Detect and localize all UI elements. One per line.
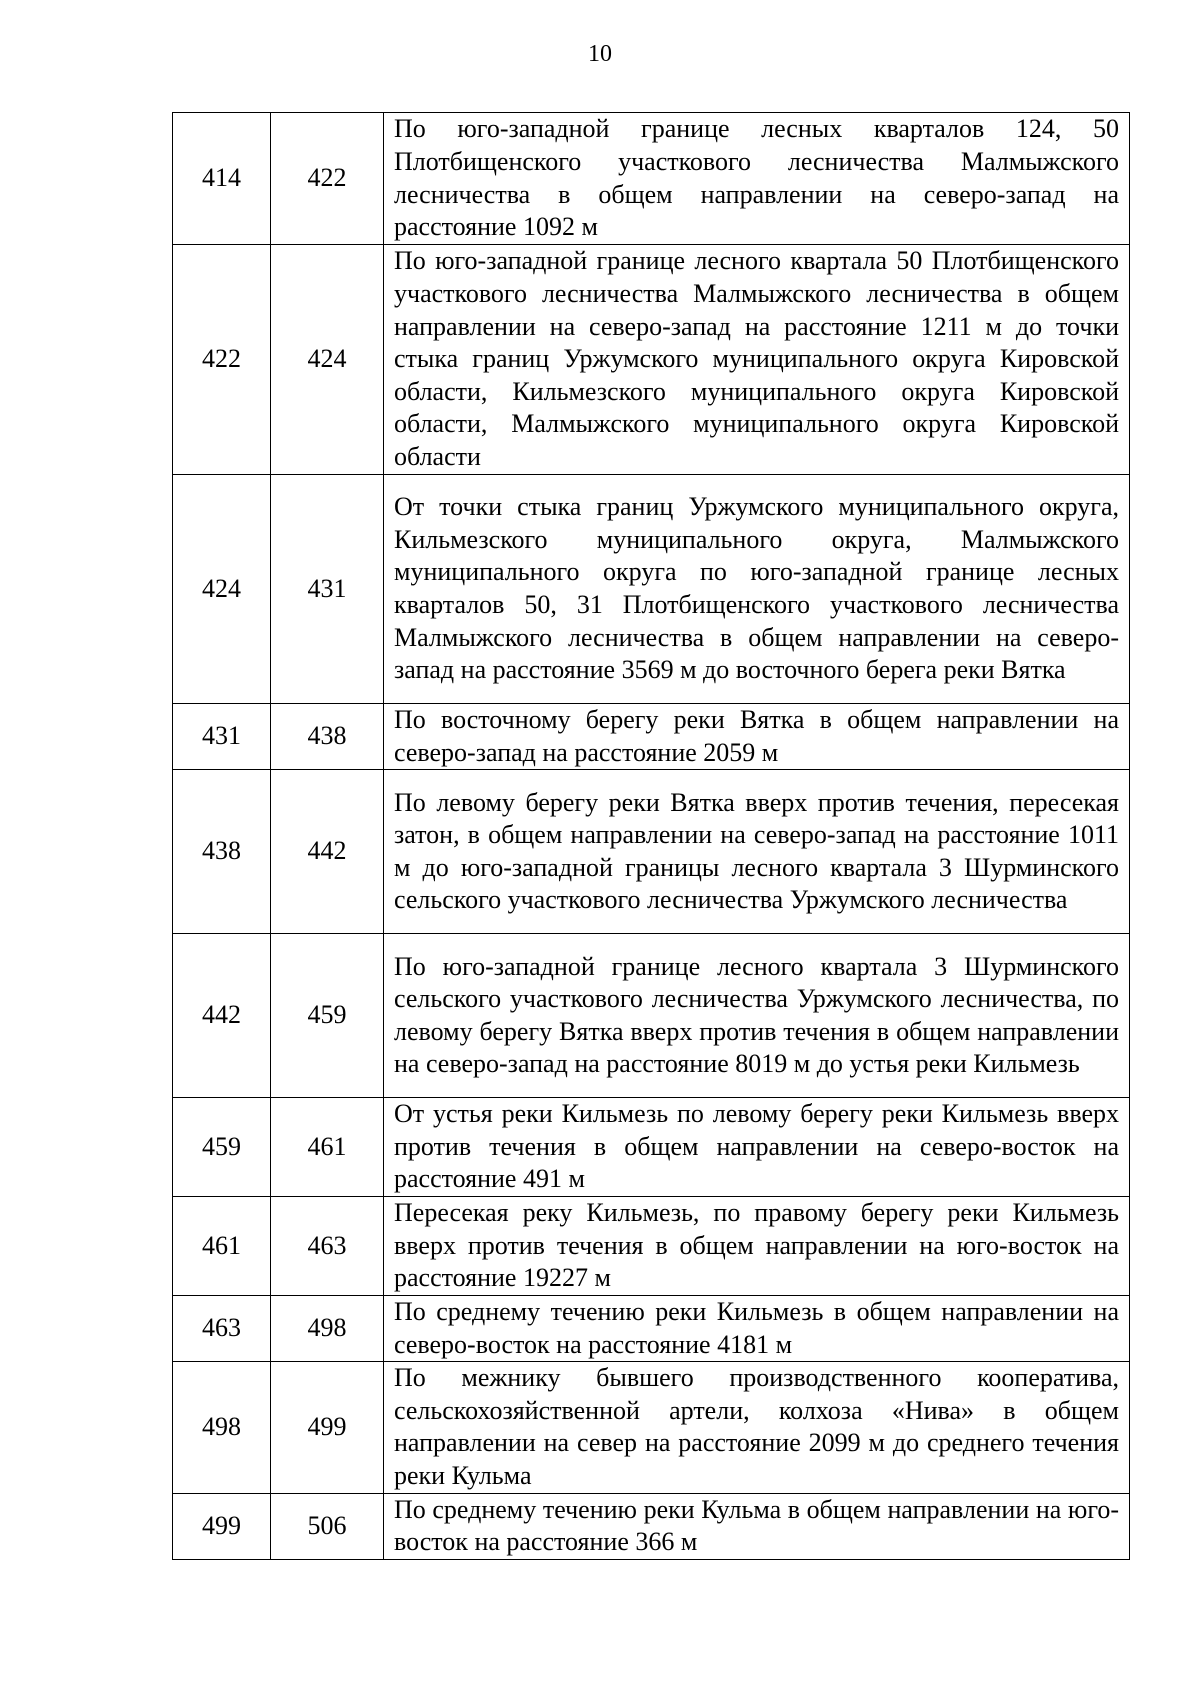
description-cell: Пересекая реку Кильмезь, по правому берегу реки Кильмезь вверх против течения в общем направлении на юго-восток на расстояние 19227 м [384,1196,1130,1295]
point-from-cell: 431 [173,704,271,770]
point-to-cell: 442 [271,770,384,934]
description-cell: По восточному берегу реки Вятка в общем направлении на северо-запад на расстояние 2059 м [384,704,1130,770]
table-row [173,475,1130,704]
point-from-cell: 422 [173,245,271,475]
point-from-cell: 459 [173,1098,271,1197]
table-row [173,1098,1130,1197]
point-from-cell: 442 [173,934,271,1098]
point-to-cell: 431 [271,475,384,704]
point-from-cell: 461 [173,1196,271,1295]
description-cell: По межнику бывшего производственного кооператива, сельскохозяйственной артели, колхоза «Нива» в общем направлении на север на расстояние 2099 м до среднего течения реки Кульма [384,1362,1130,1493]
point-from-cell: 499 [173,1493,271,1559]
point-from-cell: 424 [173,475,271,704]
description-cell: По юго-западной границе лесного квартала 3 Шурминского сельского участкового лесничества Уржумского лесничества, по левому берегу Вятка вверх против течения в общем направлении на северо-запад на расстояние 8019 м до устья реки Кильмезь [384,934,1130,1098]
point-to-cell: 438 [271,704,384,770]
point-to-cell: 506 [271,1493,384,1559]
table-row [173,245,1130,475]
table-row [173,704,1130,770]
table-row [173,770,1130,934]
table-row [173,1295,1130,1361]
description-cell: От точки стыка границ Уржумского муниципального округа, Кильмезского муниципального округа, Малмыжского муниципального округа по юго-западной границе лесных кварталов 50, 31 Плотбищенского участкового лесничества Малмыжского лесничества в общем направлении на северо-запад на расстояние 3569 м до восточного берега реки Вятка [384,475,1130,704]
table-row [173,113,1130,245]
description-cell: По левому берегу реки Вятка вверх против течения, пересекая затон, в общем направлении на северо-запад на расстояние 1011 м до юго-западной границы лесного квартала 3 Шурминского сельского участкового лесничества Уржумского лесничества [384,770,1130,934]
point-from-cell: 414 [173,113,271,245]
point-from-cell: 498 [173,1362,271,1493]
point-from-cell: 463 [173,1295,271,1361]
page-number: 10 [588,41,612,67]
point-to-cell: 461 [271,1098,384,1197]
boundary-table [172,112,1130,1560]
description-cell: По юго-западной границе лесных кварталов 124, 50 Плотбищенского участкового лесничества Малмыжского лесничества в общем направлении на северо-запад на расстояние 1092 м [384,113,1130,245]
point-to-cell: 498 [271,1295,384,1361]
table-row [173,1362,1130,1493]
point-to-cell: 459 [271,934,384,1098]
point-to-cell: 422 [271,113,384,245]
description-cell: От устья реки Кильмезь по левому берегу реки Кильмезь вверх против течения в общем направлении на северо-восток на расстояние 491 м [384,1098,1130,1197]
description-cell: По среднему течению реки Кульма в общем направлении на юго-восток на расстояние 366 м [384,1493,1130,1559]
description-cell: По юго-западной границе лесного квартала 50 Плотбищенского участкового лесничества Малмыжского лесничества в общем направлении на северо-запад на расстояние 1211 м до точки стыка границ Уржумского муниципального округа Кировской области, Кильмезского муниципального округа Кировской области, Малмыжского муниципального округа Кировской области [384,245,1130,475]
table-row [173,934,1130,1098]
point-to-cell: 463 [271,1196,384,1295]
table-row [173,1196,1130,1295]
description-cell: По среднему течению реки Кильмезь в общем направлении на северо-восток на расстояние 4181 м [384,1295,1130,1361]
point-to-cell: 424 [271,245,384,475]
table-row [173,1493,1130,1559]
point-to-cell: 499 [271,1362,384,1493]
point-from-cell: 438 [173,770,271,934]
